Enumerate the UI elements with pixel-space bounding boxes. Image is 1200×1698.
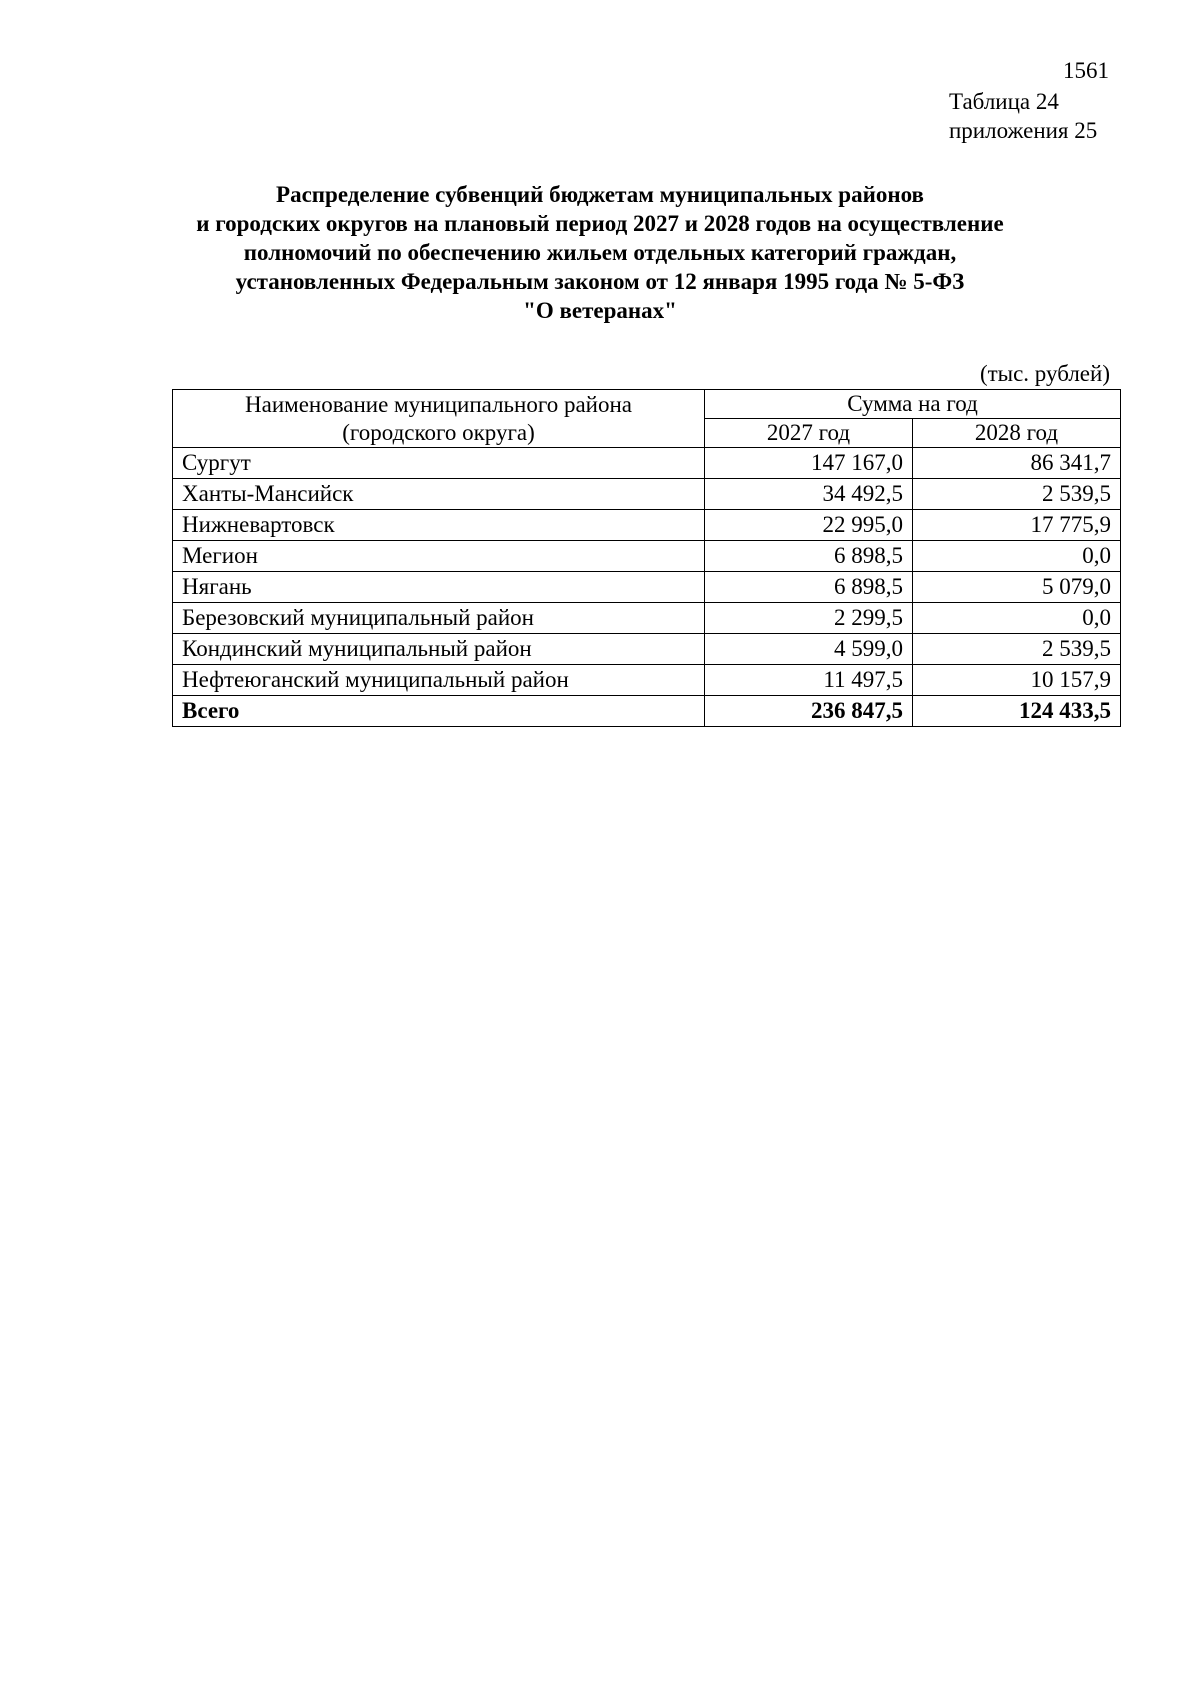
row-value-2028: 2 539,5: [913, 479, 1121, 510]
table-row: [173, 448, 1121, 479]
table-row: [173, 510, 1121, 541]
row-value-2028: 0,0: [913, 603, 1121, 634]
table-header-row: [173, 390, 1121, 419]
row-value-2028: 5 079,0: [913, 572, 1121, 603]
row-name: Нягань: [173, 572, 705, 603]
row-value-2028: 17 775,9: [913, 510, 1121, 541]
header-name-cell: [173, 390, 705, 448]
title-line: полномочий по обеспечению жильем отдельных категорий граждан,: [243, 240, 957, 265]
title-line: "О ветеранах": [523, 298, 677, 323]
row-name: Нефтеюганский муниципальный район: [173, 665, 705, 696]
table-row: [173, 479, 1121, 510]
total-value-2028: 124 433,5: [913, 696, 1121, 727]
row-name: Мегион: [173, 541, 705, 572]
row-value-2027: 147 167,0: [705, 448, 913, 479]
table-row: [173, 603, 1121, 634]
row-value-2028: 2 539,5: [913, 634, 1121, 665]
table-ref-line-2: приложения 25: [949, 118, 1098, 143]
total-value-2027: 236 847,5: [705, 696, 913, 727]
row-value-2028: 86 341,7: [913, 448, 1121, 479]
title-line: Распределение субвенций бюджетам муниципальных районов: [276, 182, 924, 207]
table-row: [173, 541, 1121, 572]
row-value-2027: 4 599,0: [705, 634, 913, 665]
header-name-line-1: Наименование муниципального района: [245, 391, 632, 417]
row-value-2027: 6 898,5: [705, 572, 913, 603]
row-value-2027: 11 497,5: [705, 665, 913, 696]
table-row: [173, 665, 1121, 696]
title-line: установленных Федеральным законом от 12 января 1995 года № 5-ФЗ: [235, 269, 965, 294]
units-label: (тыс. рублей): [979, 361, 1110, 386]
row-value-2028: 0,0: [913, 541, 1121, 572]
table-reference: [949, 87, 1097, 145]
header-year-2028: 2028 год: [913, 419, 1121, 448]
table-total-row: [173, 696, 1121, 727]
header-name-line-2: (городского округа): [342, 419, 535, 445]
row-value-2027: 6 898,5: [705, 541, 913, 572]
title-line: и городских округов на плановый период 2027 и 2028 годов на осуществление: [196, 211, 1004, 236]
subventions-table: [172, 389, 1121, 727]
row-name: Кондинский муниципальный район: [173, 634, 705, 665]
row-value-2028: 10 157,9: [913, 665, 1121, 696]
table-ref-line-1: Таблица 24: [949, 89, 1059, 114]
document-title: [140, 180, 1060, 325]
table-row: [173, 634, 1121, 665]
row-value-2027: 22 995,0: [705, 510, 913, 541]
header-year-2027: 2027 год: [705, 419, 913, 448]
header-sum-cell: Сумма на год: [705, 390, 1121, 419]
row-value-2027: 34 492,5: [705, 479, 913, 510]
page-number: 1561: [1063, 58, 1109, 83]
row-name: Ханты-Мансийск: [173, 479, 705, 510]
table-row: [173, 572, 1121, 603]
row-name: Сургут: [173, 448, 705, 479]
row-name: Березовский муниципальный район: [173, 603, 705, 634]
total-label: Всего: [173, 696, 705, 727]
row-name: Нижневартовск: [173, 510, 705, 541]
row-value-2027: 2 299,5: [705, 603, 913, 634]
